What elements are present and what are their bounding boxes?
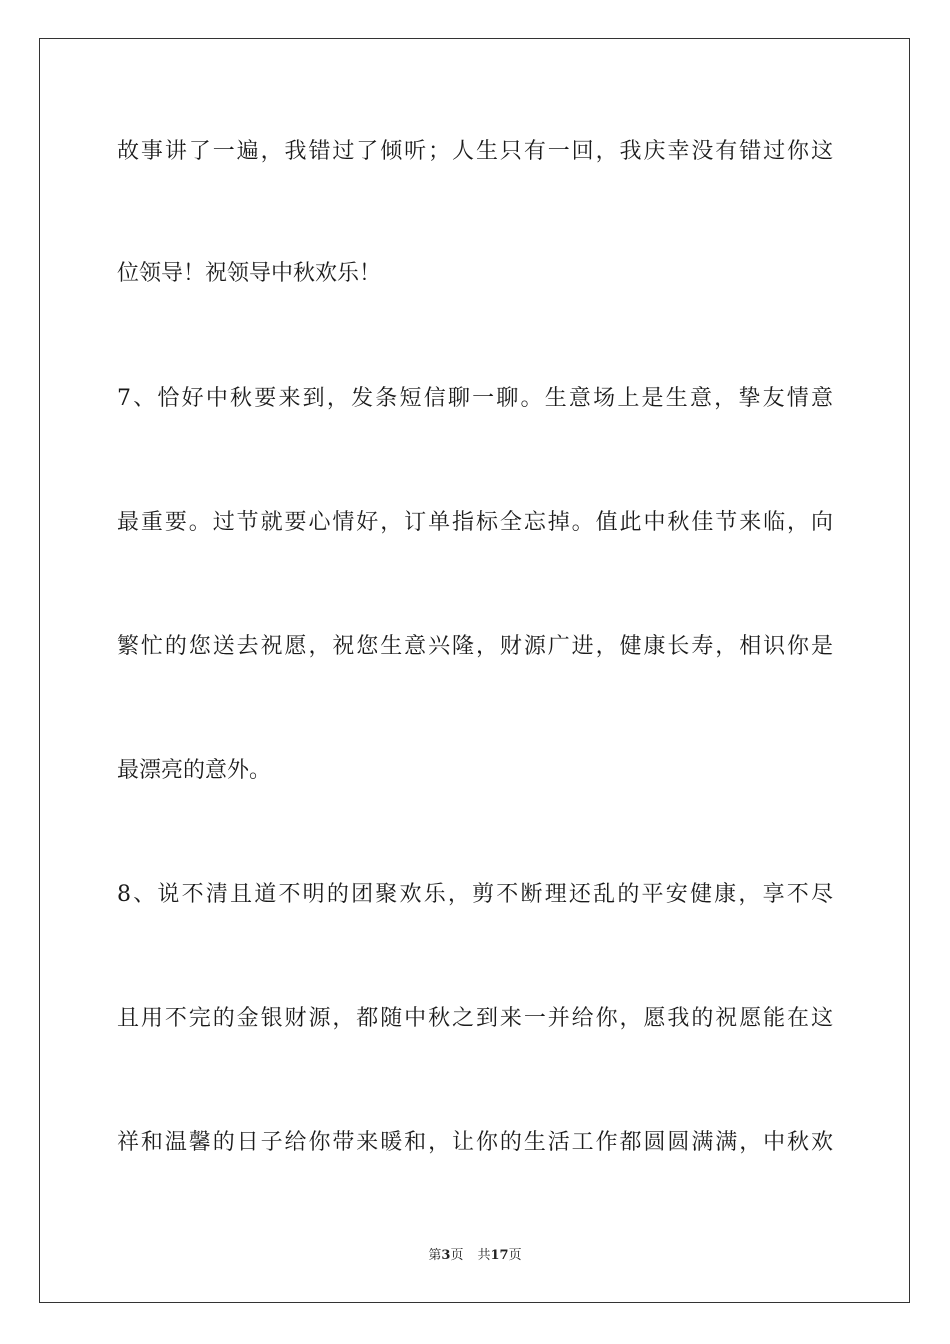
text-line-6: 最漂亮的意外。 bbox=[117, 758, 272, 783]
text-line-3: 7、恰好中秋要来到，发条短信聊一聊。生意场上是生意，挚友情意 bbox=[117, 386, 833, 411]
total-suffix: 页 bbox=[508, 1248, 522, 1263]
text-line-7: 8、说不清且道不明的团聚欢乐，剪不断理还乱的平安健康，享不尽 bbox=[117, 882, 833, 907]
total-pages: 17 bbox=[490, 1248, 509, 1263]
page-number: 3 bbox=[441, 1248, 451, 1263]
text-line-5: 繁忙的您送去祝愿，祝您生意兴隆，财源广进，健康长寿，相识你是 bbox=[117, 634, 833, 659]
total-prefix: 共 bbox=[477, 1248, 491, 1263]
text-line-4: 最重要。过节就要心情好，订单指标全忘掉。值此中秋佳节来临，向 bbox=[117, 510, 833, 535]
page-suffix: 页 bbox=[450, 1248, 464, 1263]
text-line-8: 且用不完的金银财源，都随中秋之到来一并给你，愿我的祝愿能在这 bbox=[117, 1006, 833, 1031]
text-line-9: 祥和温馨的日子给你带来暖和，让你的生活工作都圆圆满满，中秋欢 bbox=[117, 1130, 833, 1155]
text-line-2: 位领导！祝领导中秋欢乐！ bbox=[117, 261, 382, 286]
text-line-1: 故事讲了一遍，我错过了倾听；人生只有一回，我庆幸没有错过你这 bbox=[117, 139, 833, 164]
page-footer bbox=[0, 1247, 950, 1265]
page-border bbox=[39, 38, 910, 1303]
page-prefix: 第 bbox=[428, 1248, 442, 1263]
